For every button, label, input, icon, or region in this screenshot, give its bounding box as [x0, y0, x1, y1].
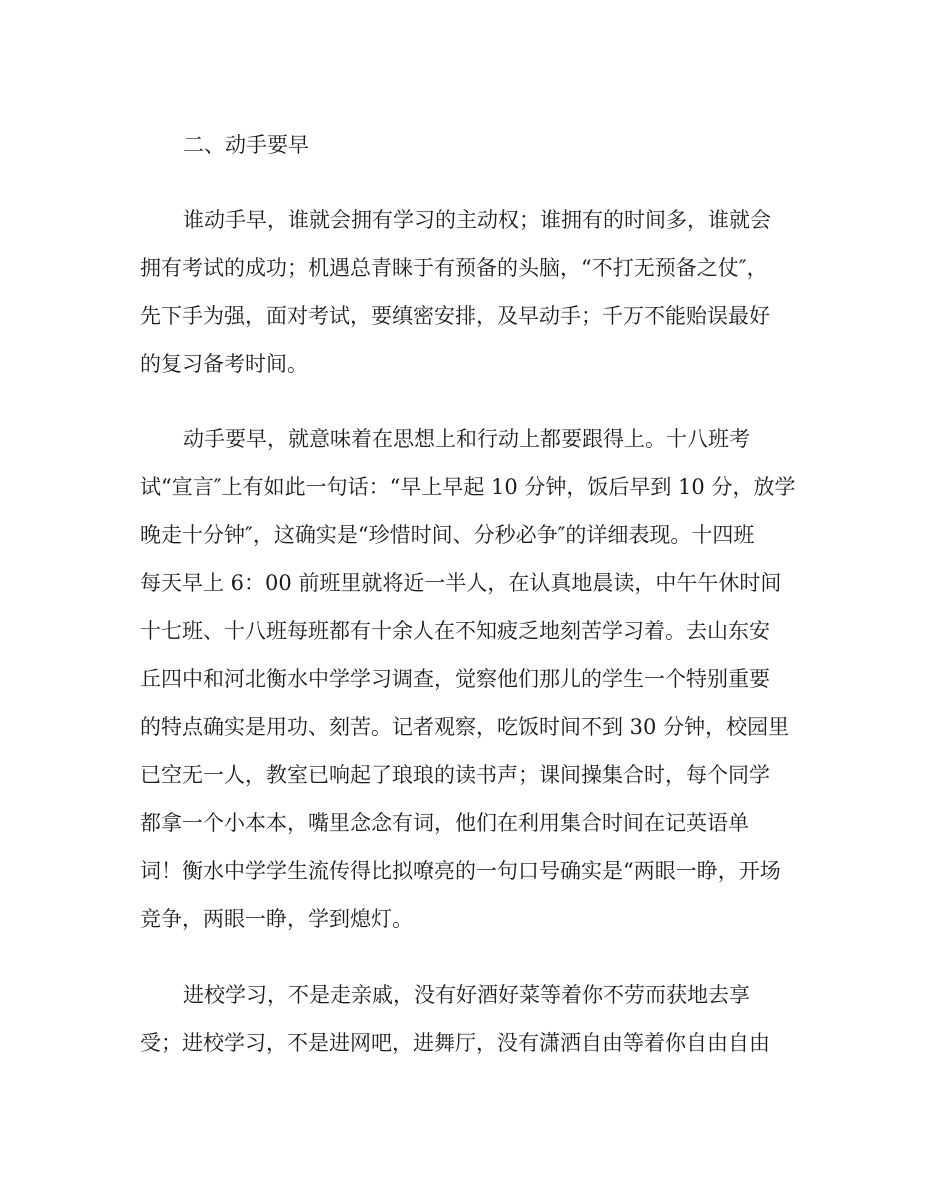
paragraph-line: 已空无一人，教室已响起了琅琅的读书声；课间操集合时，每个同学 — [140, 763, 770, 787]
paragraph-line: 进校学习，不是走亲戚，没有好酒好菜等着你不劳而获地去享 — [183, 983, 750, 1007]
paragraph-line: 先下手为强，面对考试，要缜密安排，及早动手；千万不能贻误最好 — [140, 304, 770, 328]
paragraph-line: 丘四中和河北衡水中学学习调查，觉察他们那儿的学生一个特别重要 — [140, 667, 770, 691]
paragraph-line: 每天早上 6：00 前班里就将近一半人，在认真地晨读，中午午休时间 — [140, 571, 782, 595]
section-heading: 二、动手要早 — [183, 133, 309, 157]
paragraph-line: 拥有考试的成功；机遇总青睐于有预备的头脑，“不打无预备之仗″， — [140, 256, 768, 280]
paragraph-line: 动手要早，就意味着在思想上和行动上都要跟得上。十八班考 — [183, 427, 750, 451]
paragraph-line: 受；进校学习，不是进网吧，进舞厅，没有潇洒自由等着你自由自由 — [140, 1031, 770, 1055]
paragraph-line: 词！衡水中学学生流传得比拟嘹亮的一句口号确实是“两眼一睁，开场 — [140, 859, 781, 883]
paragraph-line: 竞争，两眼一睁，学到熄灯。 — [140, 907, 413, 931]
paragraph-line: 都拿一个小本本，嘴里念念有词，他们在利用集合时间在记英语单 — [140, 811, 749, 835]
paragraph-line: 的复习备考时间。 — [140, 352, 308, 376]
paragraph-line: 谁动手早，谁就会拥有学习的主动权；谁拥有的时间多，谁就会 — [183, 208, 771, 232]
paragraph-line: 十七班、十八班每班都有十余人在不知疲乏地刻苦学习着。去山东安 — [140, 619, 770, 643]
paragraph-line: 的特点确实是用功、刻苦。记者观察，吃饭时间不到 30 分钟，校园里 — [140, 715, 790, 739]
paragraph-line: 试“宣言″上有如此一句话：“早上早起 10 分钟，饭后早到 10 分，放学 — [140, 475, 796, 499]
paragraph-line: 晚走十分钟″，这确实是“珍惜时间、分秒必争″的详细表现。十四班 — [140, 523, 755, 547]
